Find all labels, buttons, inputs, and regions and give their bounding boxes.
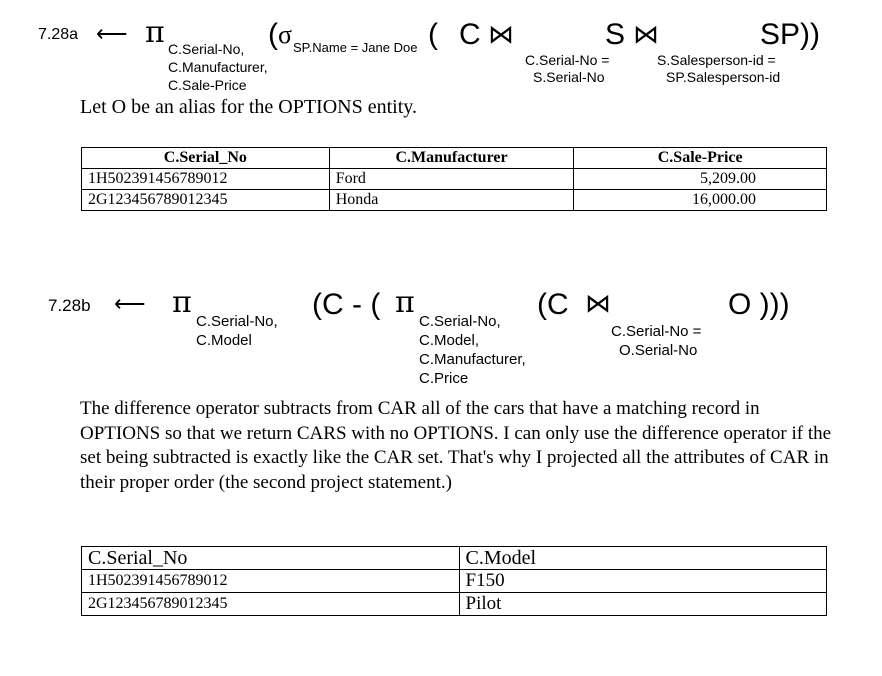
- table-cell: Honda: [329, 190, 574, 211]
- table-row: [82, 190, 827, 211]
- alias-note: Let O be an alias for the OPTIONS entity.: [80, 96, 417, 118]
- join-condition: C.Serial-No =: [611, 323, 702, 340]
- projection-attr: C.Model,: [419, 332, 480, 349]
- left-arrow-icon: ⟵: [114, 291, 146, 316]
- result-table-b: [81, 546, 827, 616]
- table-row: [82, 169, 827, 190]
- projection-attr: C.Model: [196, 332, 252, 349]
- join-condition: C.Serial-No =: [525, 52, 610, 68]
- join-condition: S.Salesperson-id =: [657, 52, 776, 68]
- table-row: [82, 593, 827, 616]
- table-cell: 1H502391456789012: [82, 570, 460, 593]
- natural-join-icon: ⋈: [633, 20, 659, 50]
- pi-icon: π: [145, 15, 165, 50]
- open-paren: (: [268, 18, 278, 51]
- table-row: [82, 570, 827, 593]
- projection-attr: C.Serial-No,: [168, 41, 245, 57]
- natural-join-icon: ⋈: [585, 289, 611, 319]
- projection-attr: C.Manufacturer,: [168, 59, 268, 75]
- projection-attr: C.Sale-Price: [168, 77, 247, 93]
- relation-c: C: [459, 18, 481, 51]
- join-condition: O.Serial-No: [619, 342, 698, 359]
- pi-icon: π: [172, 285, 192, 320]
- explanation-paragraph: The difference operator subtracts from CAR all of the cars that have a matching record in OPTIONS so that we return CARS with no OPTIONS. I can only use the difference operator if the set being subtracted is exactly like the CAR set. That's why I projected all the attributes of CAR in their proper order (the second project statement.): [80, 398, 832, 493]
- join-condition: S.Serial-No: [533, 69, 605, 85]
- join-open: (C: [537, 288, 569, 321]
- table-cell: 2G123456789012345: [82, 593, 460, 616]
- projection-attr: C.Serial-No,: [196, 313, 278, 330]
- projection-attr: C.Price: [419, 370, 469, 387]
- column-header: C.Serial_No: [82, 547, 460, 570]
- table-cell: 16,000.00: [574, 190, 827, 211]
- column-header: C.Model: [459, 547, 826, 570]
- column-header: C.Manufacturer: [329, 148, 574, 169]
- open-paren: (: [428, 18, 438, 51]
- natural-join-icon: ⋈: [488, 20, 514, 50]
- projection-attr: C.Serial-No,: [419, 313, 501, 330]
- projection-attr: C.Manufacturer,: [419, 351, 526, 368]
- table-cell: Pilot: [459, 593, 826, 616]
- sigma-icon: σ: [278, 20, 293, 49]
- column-header: C.Serial_No: [82, 148, 330, 169]
- table-cell: 1H502391456789012: [82, 169, 330, 190]
- result-table-a: [81, 147, 827, 211]
- expression-label: 7.28b: [48, 296, 91, 315]
- left-arrow-icon: ⟵: [96, 21, 128, 46]
- table-header-row: [82, 547, 827, 570]
- relation-sp: SP)): [760, 18, 820, 51]
- selection-condition: SP.Name = Jane Doe: [293, 40, 418, 55]
- expression-label: 7.28a: [38, 26, 79, 43]
- table-cell: Ford: [329, 169, 574, 190]
- table-header-row: [82, 148, 827, 169]
- table-cell: 2G123456789012345: [82, 190, 330, 211]
- difference-expression: (C - (: [312, 288, 381, 321]
- pi-icon: π: [395, 285, 415, 320]
- relation-o-close: O ))): [728, 288, 790, 321]
- relation-s: S: [605, 18, 626, 51]
- join-condition: SP.Salesperson-id: [666, 69, 781, 85]
- table-cell: 5,209.00: [574, 169, 827, 190]
- column-header: C.Sale-Price: [574, 148, 827, 169]
- table-cell: F150: [459, 570, 826, 593]
